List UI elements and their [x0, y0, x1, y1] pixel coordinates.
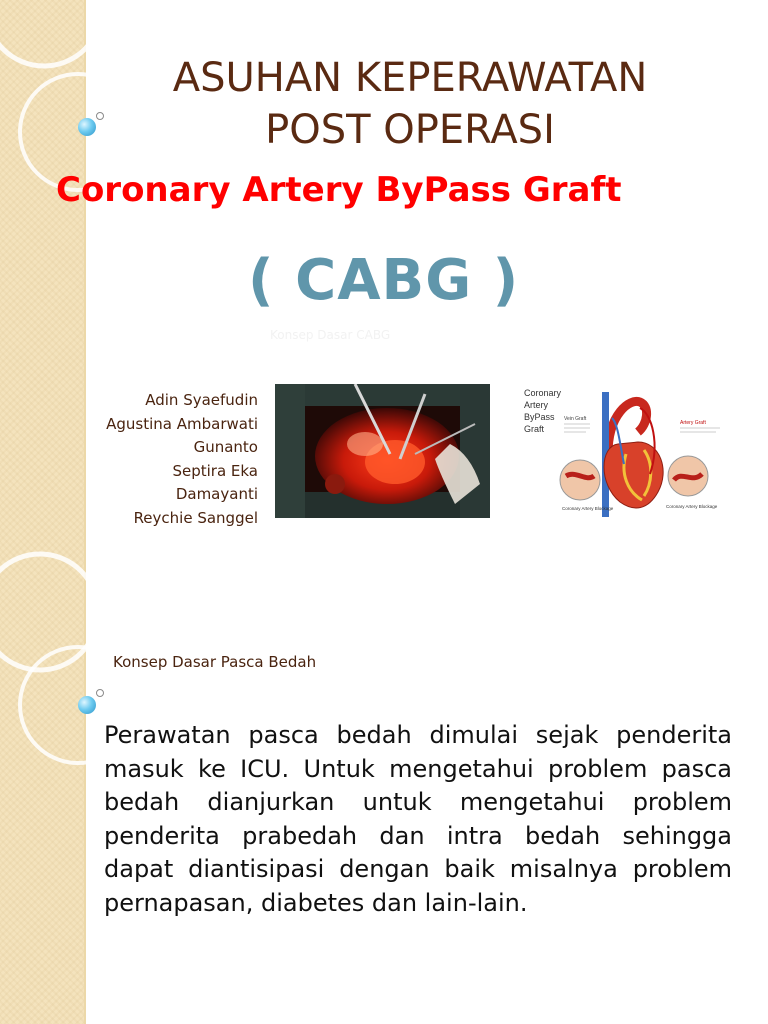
author-name: Adin Syaefudin — [145, 391, 258, 409]
slide-title — [100, 52, 720, 156]
section-paragraph: Perawatan pasca bedah dimulai sejak penderita masuk ke ICU. Untuk mengetahui problem pasca bedah dianjurkan untuk mengetahui problem penderita prabedah dan intra bedah sehingga dapat diantisipasi dengan baik misalnya problem pernapasan, diabetes dan lain-lain. — [104, 721, 732, 917]
author-name: Reychie Sanggel — [133, 508, 258, 527]
section-heading: Konsep Dasar Pasca Bedah — [113, 653, 317, 671]
title-line-2: POST OPERASI — [265, 107, 555, 153]
slide-subtitle: Coronary Artery ByPass Graft — [56, 170, 622, 210]
diagram-label-blockage-left: Coronary Artery Blockage — [562, 506, 614, 511]
bullet-ring-icon — [96, 689, 104, 697]
cabg-diagram — [520, 384, 726, 518]
author-list — [106, 389, 258, 530]
faint-caption: Konsep Dasar CABG — [270, 328, 391, 342]
author-name: Gunanto — [193, 438, 258, 456]
surgery-photo — [275, 384, 490, 518]
diagram-label-artery-graft: Artery Graft — [680, 420, 706, 426]
bullet-orb-icon — [78, 696, 96, 714]
bullet-orb-icon — [78, 118, 96, 136]
diagram-title-line: Graft — [524, 424, 545, 434]
diagram-label-vein-graft: Vein Graft — [564, 416, 587, 422]
diagram-title-line: ByPass — [524, 412, 555, 422]
diagram-title-line: Artery — [524, 400, 549, 410]
title-line-1: ASUHAN KEPERAWATAN — [172, 55, 648, 101]
author-name: Agustina Ambarwati — [106, 414, 258, 433]
diagram-label-blockage-right: Coronary Artery Blockage — [666, 504, 718, 509]
diagram-title-line: Coronary — [524, 388, 562, 398]
author-name: Septira Eka — [172, 461, 258, 480]
abbreviation-heading: ( CABG ) — [248, 248, 520, 313]
author-name: Damayanti — [175, 485, 258, 503]
